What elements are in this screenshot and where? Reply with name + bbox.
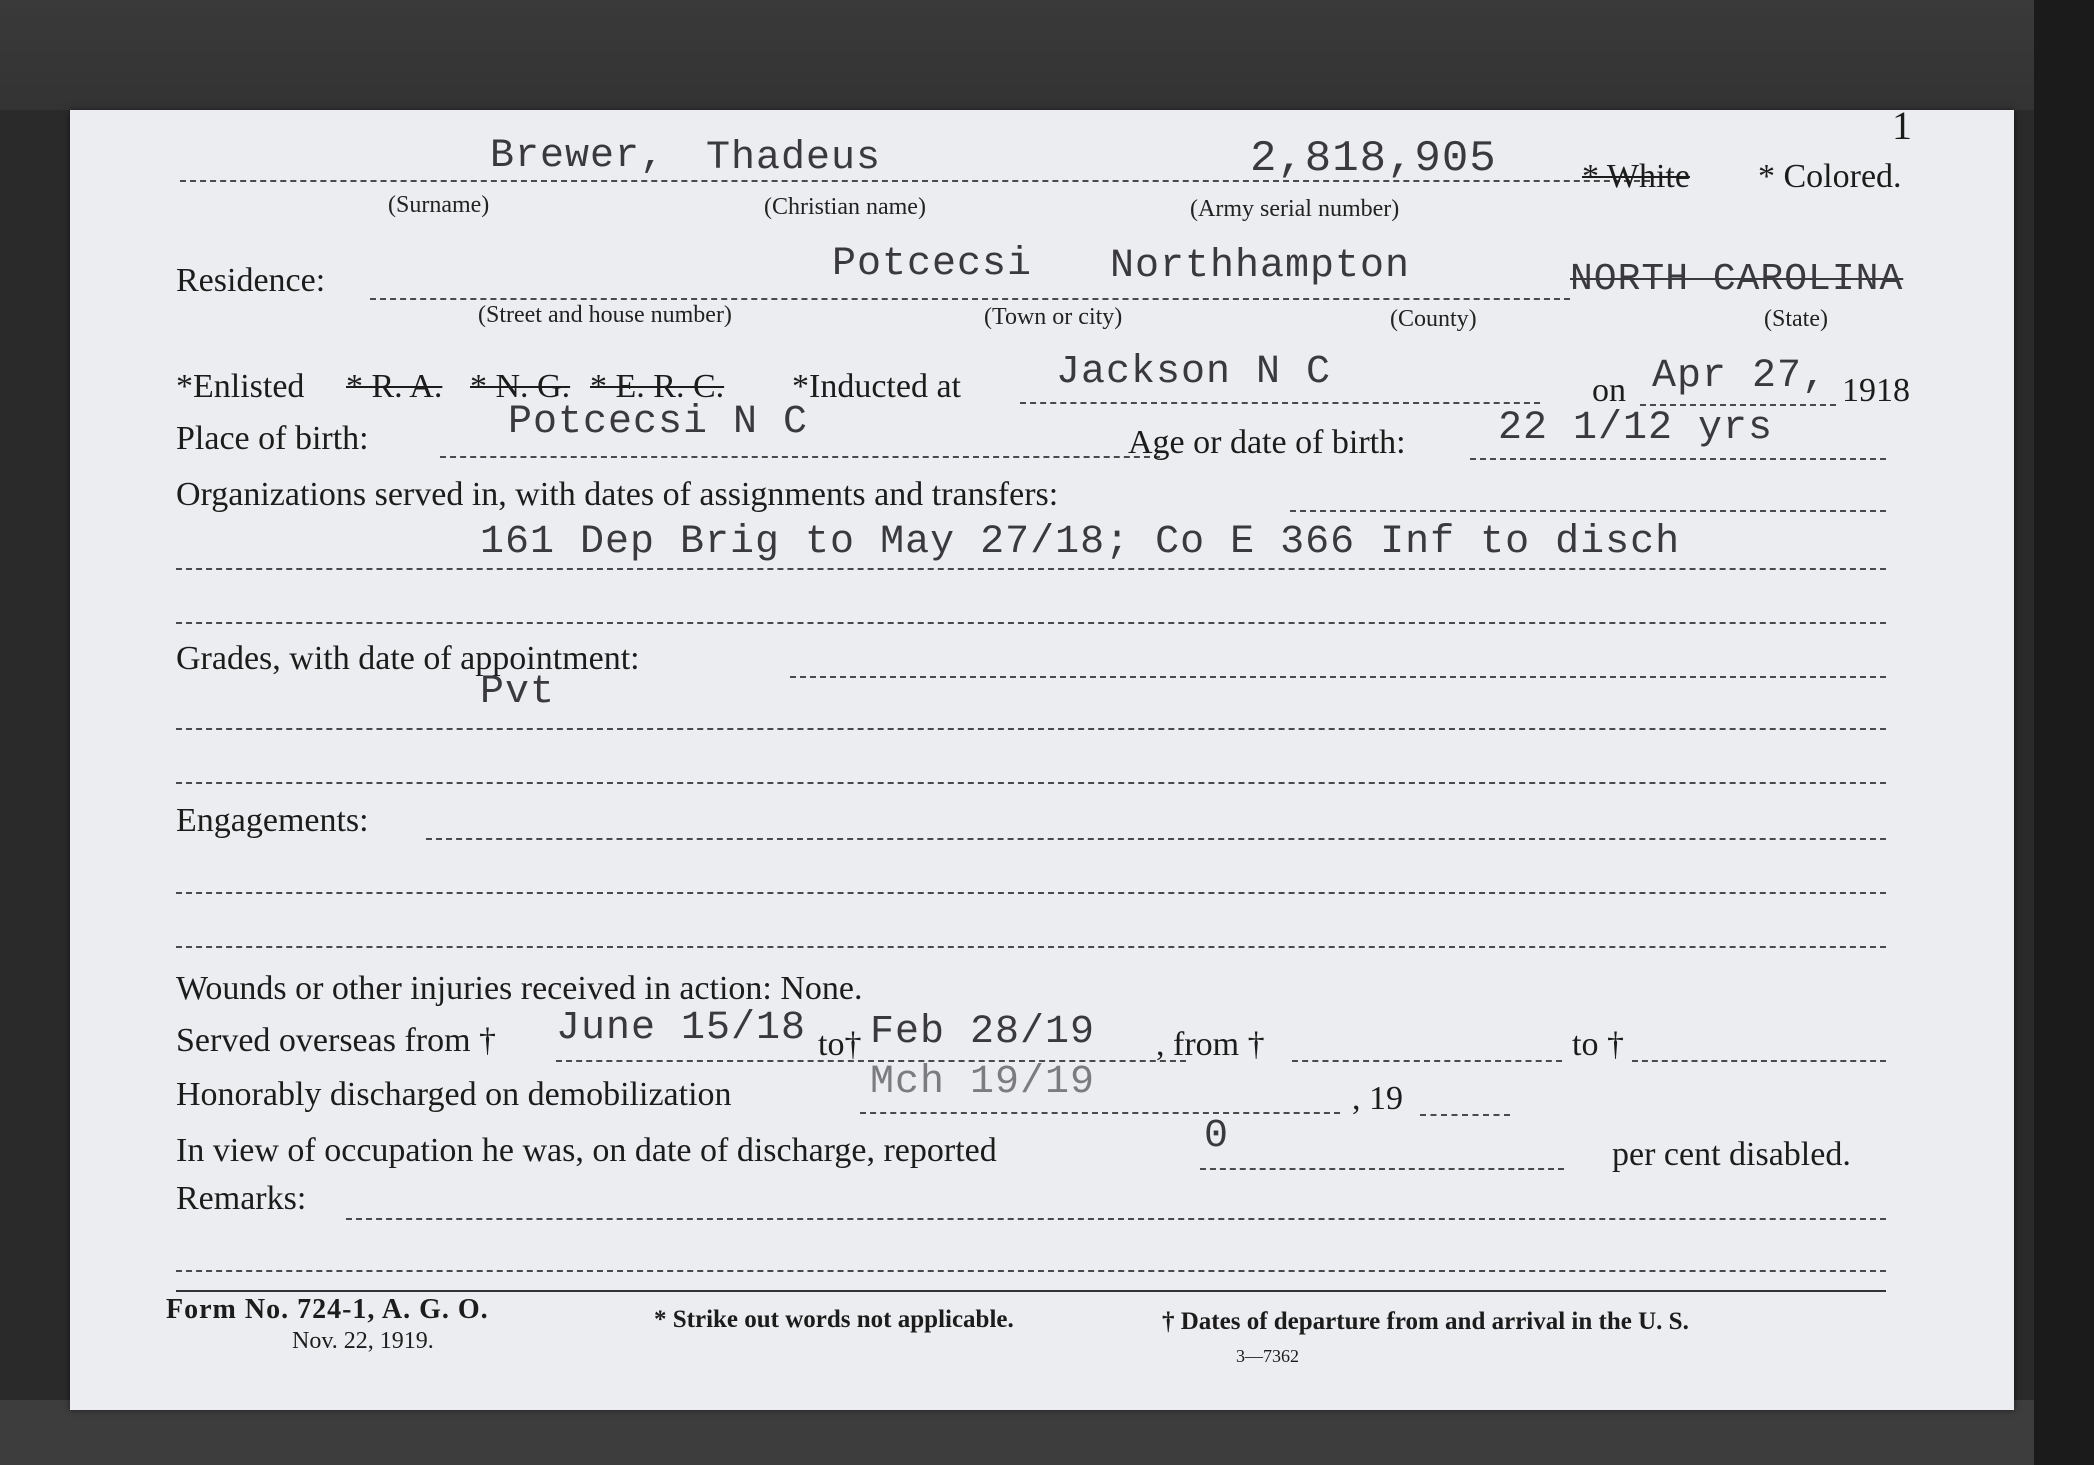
inducted-dotted-line <box>1020 402 1540 404</box>
remarks-label: Remarks: <box>176 1180 307 1217</box>
residence-dotted-line <box>370 298 1570 300</box>
service-record-card <box>70 103 2014 1410</box>
footer-rule <box>176 1290 1886 1292</box>
grades-label: Grades, with date of appointment: <box>176 640 640 677</box>
discharge-year: , 19 <box>1352 1080 1403 1117</box>
birth-dotted-line <box>440 456 1160 458</box>
age-dotted-line <box>1470 458 1886 460</box>
county-value: Northhampton <box>1110 244 1411 289</box>
ra-label: * R. A. <box>346 368 443 405</box>
overseas-label: Served overseas from † <box>176 1022 497 1059</box>
engagements-dotted-line-1 <box>426 838 1886 840</box>
dates-note: † Dates of departure from and arrival in the U. S. <box>1162 1308 1689 1335</box>
wounds-label: Wounds or other injuries received in action: None. <box>176 970 863 1007</box>
grades-dotted-line-2 <box>176 728 1886 730</box>
scan-background-top <box>0 0 2094 110</box>
residence-label: Residence: <box>176 262 326 299</box>
discharge-date-value: Mch 19/19 <box>870 1060 1096 1105</box>
surname-value: Brewer, <box>490 134 666 179</box>
serial-number-caption: (Army serial number) <box>1190 196 1400 222</box>
organizations-dotted-line-2 <box>176 568 1886 570</box>
form-number: Form No. 724-1, A. G. O. <box>166 1294 489 1325</box>
town-caption: (Town or city) <box>984 304 1123 330</box>
ng-label: * N. G. <box>470 368 571 405</box>
age-label: Age or date of birth: <box>1128 424 1406 461</box>
white-option: * White <box>1582 158 1690 195</box>
inducted-label: *Inducted at <box>792 368 961 405</box>
discharge-dotted-line <box>860 1112 1340 1114</box>
on-label: on <box>1592 372 1626 409</box>
discharge-year-dotted-line <box>1420 1114 1510 1116</box>
engagements-dotted-line-2 <box>176 892 1886 894</box>
overseas-from2-label: , from † <box>1156 1026 1265 1063</box>
grades-dotted-line-3 <box>176 782 1886 784</box>
overseas-to2-dotted-line <box>1632 1060 1886 1062</box>
disability-value: 0 <box>1204 1114 1230 1159</box>
overseas-from-value: June 15/18 <box>556 1006 807 1051</box>
engagements-label: Engagements: <box>176 802 369 839</box>
disability-dotted-line <box>1200 1168 1564 1170</box>
christian-name-value: Thadeus <box>706 136 882 181</box>
strike-note: * Strike out words not applicable. <box>654 1306 1014 1333</box>
state-value: NORTH CAROLINA <box>1570 258 1904 301</box>
inducted-date-value: Apr 27, <box>1652 354 1828 399</box>
overseas-from2-dotted-line <box>1292 1060 1562 1062</box>
corner-mark: 1 <box>1892 103 1912 148</box>
colored-option: * Colored. <box>1758 158 1902 195</box>
place-of-birth-label: Place of birth: <box>176 420 369 457</box>
christian-name-caption: (Christian name) <box>764 194 926 220</box>
surname-caption: (Surname) <box>388 192 490 218</box>
grades-dotted-line-1 <box>790 676 1886 678</box>
county-caption: (County) <box>1390 306 1477 332</box>
inducted-year: 1918 <box>1842 372 1910 409</box>
organizations-label: Organizations served in, with dates of assignments and transfers: <box>176 476 1059 513</box>
erc-label: * E. R. C. <box>590 368 725 405</box>
age-value: 22 1/12 yrs <box>1498 406 1774 451</box>
town-value: Potcecsi <box>832 242 1033 287</box>
disability-label: In view of occupation he was, on date of discharge, reported <box>176 1132 997 1169</box>
remarks-dotted-line-2 <box>176 1270 1886 1272</box>
enlisted-label: *Enlisted <box>176 368 305 405</box>
overseas-to-label: to† <box>818 1026 862 1063</box>
state-caption: (State) <box>1764 306 1828 332</box>
discharge-label: Honorably discharged on demobilization <box>176 1076 732 1113</box>
remarks-dotted-line-1 <box>346 1218 1886 1220</box>
place-of-birth-value: Potcecsi N C <box>508 400 809 445</box>
form-date: Nov. 22, 1919. <box>292 1328 434 1354</box>
organizations-dotted-line-3 <box>176 622 1886 624</box>
name-dotted-line <box>180 180 1650 182</box>
serial-number-value: 2,818,905 <box>1250 134 1497 184</box>
print-code: 3—7362 <box>1236 1346 1299 1366</box>
scan-background-edge <box>2034 0 2094 1465</box>
disability-suffix: per cent disabled. <box>1612 1136 1851 1173</box>
engagements-dotted-line-3 <box>176 946 1886 948</box>
inducted-at-value: Jackson N C <box>1056 350 1332 395</box>
overseas-to2-label: to † <box>1572 1026 1624 1063</box>
organizations-value: 161 Dep Brig to May 27/18; Co E 366 Inf to disch <box>480 520 1681 565</box>
street-caption: (Street and house number) <box>478 302 732 328</box>
overseas-to-value: Feb 28/19 <box>870 1010 1096 1055</box>
organizations-dotted-line-1 <box>1290 510 1886 512</box>
grade-value: Pvt <box>480 670 556 715</box>
